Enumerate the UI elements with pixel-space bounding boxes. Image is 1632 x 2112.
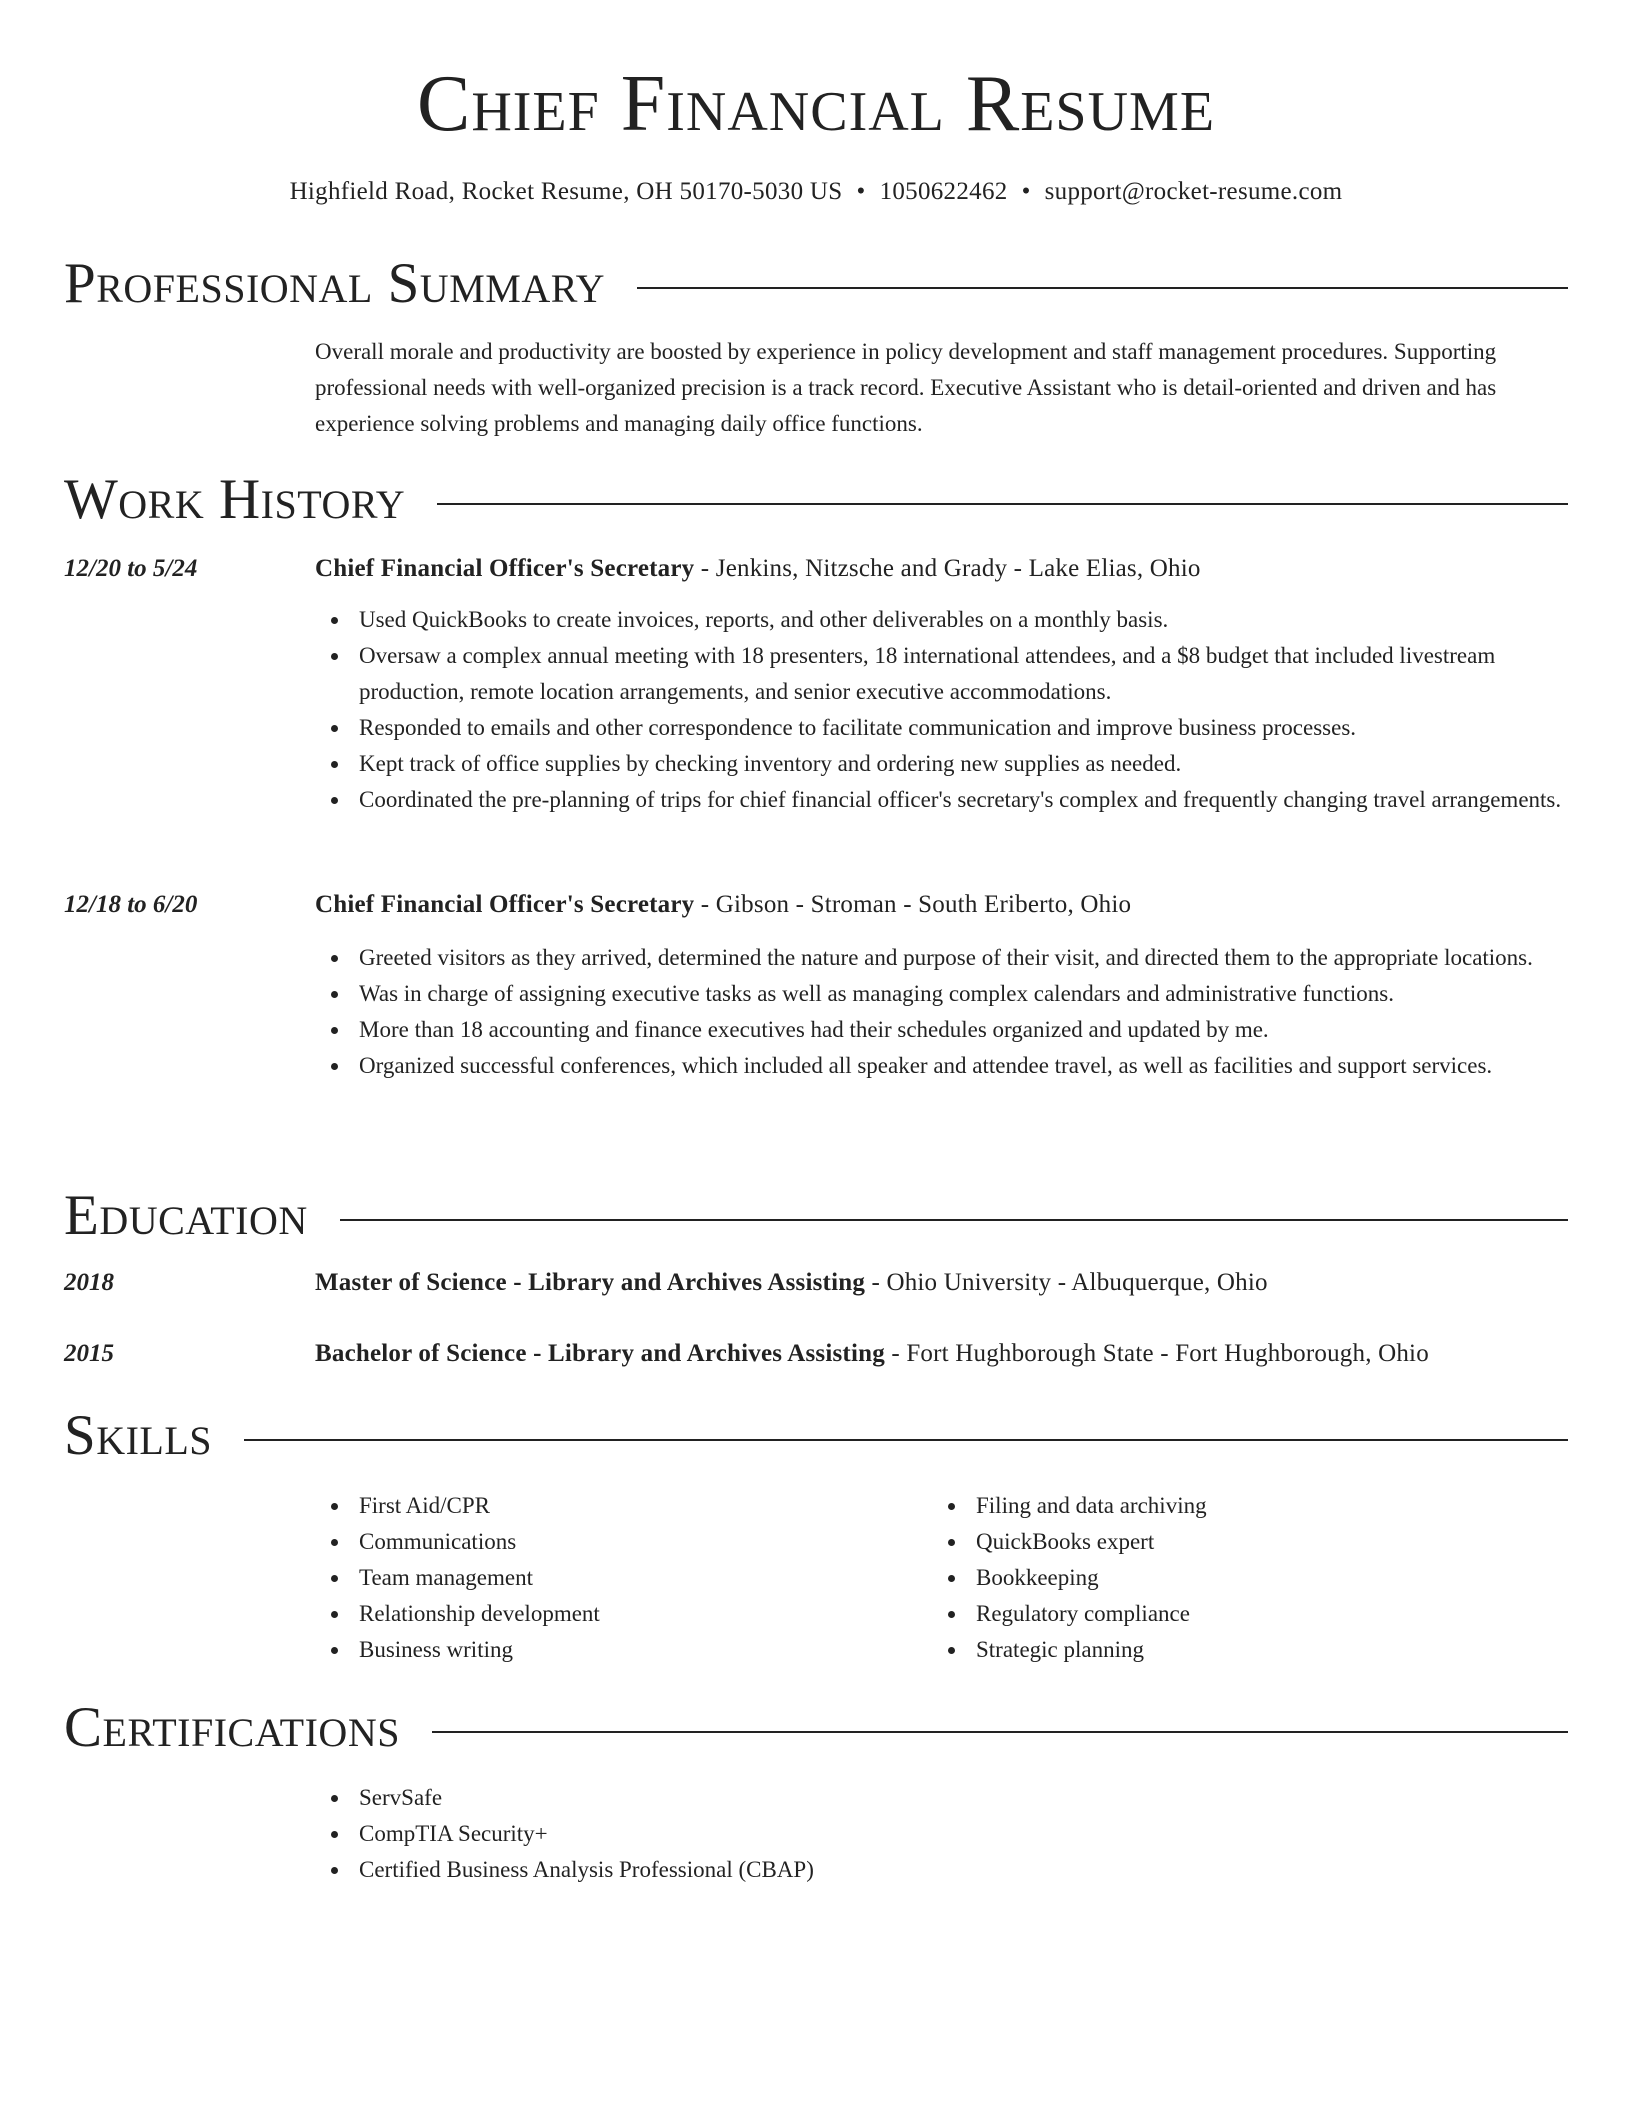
contact-line — [64, 176, 1568, 208]
list-item: ServSafe — [315, 1780, 1568, 1816]
summary-heading: Professional Summary — [64, 252, 606, 315]
work-heading: Work History — [64, 468, 406, 531]
list-item: CompTIA Security+ — [315, 1816, 1568, 1852]
list-item: QuickBooks expert — [932, 1524, 1532, 1560]
certifications-list — [315, 1780, 1568, 1888]
work-section-header — [64, 468, 1568, 532]
job-header — [315, 552, 1568, 586]
list-item: Oversaw a complex annual meeting with 18 presenters, 18 international attendees, and a $8 budget that included livestream production, remote location arrangements, and senior executive accommodations. — [315, 638, 1568, 710]
list-item: Responded to emails and other correspondence to facilitate communication and improve business processes. — [315, 710, 1568, 746]
list-item: More than 18 accounting and finance executives had their schedules organized and updated by me. — [315, 1012, 1568, 1048]
list-item: Used QuickBooks to create invoices, reports, and other deliverables on a monthly basis. — [315, 602, 1568, 638]
section-divider — [432, 1731, 1568, 1733]
job-bullets — [315, 940, 1568, 1084]
skills-heading: Skills — [64, 1404, 213, 1467]
resume-page — [64, 0, 1568, 1882]
list-item: Organized successful conferences, which included all speaker and attendee travel, as well as facilities and support services. — [315, 1048, 1568, 1084]
education-details: - Fort Hughborough State - Fort Hughborough, Ohio — [884, 1340, 1429, 1367]
list-item: Strategic planning — [932, 1632, 1532, 1668]
education-heading: Education — [64, 1184, 308, 1247]
education-line — [315, 1337, 1568, 1371]
education-section-header — [64, 1184, 1568, 1248]
certifications-heading: Certifications — [64, 1696, 400, 1759]
list-item: Regulatory compliance — [932, 1596, 1532, 1632]
list-item: Relationship development — [315, 1596, 915, 1632]
contact-email: support@rocket-resume.com — [1044, 178, 1343, 205]
section-divider — [340, 1219, 1568, 1221]
education-year: 2015 — [64, 1340, 114, 1367]
contact-address: Highfield Road, Rocket Resume, OH 50170-5030 US — [289, 178, 843, 205]
education-degree: Master of Science - Library and Archives Assisting — [315, 1269, 866, 1296]
skills-list-right — [932, 1488, 1532, 1668]
job-dates: 12/20 to 5/24 — [64, 555, 198, 582]
list-item: Filing and data archiving — [932, 1488, 1532, 1524]
job-title: Chief Financial Officer's Secretary — [315, 555, 695, 582]
list-item: First Aid/CPR — [315, 1488, 915, 1524]
summary-section-header — [64, 252, 1568, 316]
list-item: Coordinated the pre-planning of trips for chief financial officer's secretary's complex and frequently changing travel arrangements. — [315, 782, 1568, 818]
list-item: Business writing — [315, 1632, 915, 1668]
contact-separator: • — [1021, 178, 1031, 205]
list-item: Team management — [315, 1560, 915, 1596]
section-divider — [437, 503, 1568, 505]
list-item: Bookkeeping — [932, 1560, 1532, 1596]
list-item: Greeted visitors as they arrived, determined the nature and purpose of their visit, and directed them to the appropriate locations. — [315, 940, 1568, 976]
page-title: Chief Financial Resume — [416, 60, 1216, 148]
list-item: Communications — [315, 1524, 915, 1560]
list-item: Certified Business Analysis Professional (CBAP) — [315, 1852, 1568, 1888]
list-item: Kept track of office supplies by checking inventory and ordering new supplies as needed. — [315, 746, 1568, 782]
education-degree: Bachelor of Science - Library and Archives Assisting — [315, 1340, 885, 1367]
section-divider — [244, 1439, 1568, 1441]
list-item: Was in charge of assigning executive tasks as well as managing complex calendars and administrative functions. — [315, 976, 1568, 1012]
education-year: 2018 — [64, 1269, 114, 1296]
education-details: - Ohio University - Albuquerque, Ohio — [865, 1269, 1268, 1296]
job-dates: 12/18 to 6/20 — [64, 891, 198, 918]
summary-text: Overall morale and productivity are boosted by experience in policy development and staff management procedures. Supporting professional needs with well-organized precision is a track record. Executive Assistant who is detail-oriented and driven and has experience solving problems and managing daily office functions. — [315, 339, 1497, 436]
job-title: Chief Financial Officer's Secretary — [315, 891, 695, 918]
job-bullets — [315, 602, 1568, 818]
education-line — [315, 1266, 1568, 1300]
certifications-section-header — [64, 1696, 1568, 1760]
contact-phone: 1050622462 — [879, 178, 1008, 205]
job-header — [315, 888, 1568, 922]
section-divider — [637, 287, 1568, 289]
skills-list-left — [315, 1488, 915, 1668]
skills-section-header — [64, 1404, 1568, 1468]
contact-separator: • — [856, 178, 866, 205]
job-details: - Jenkins, Nitzsche and Grady - Lake Elias, Ohio — [694, 555, 1201, 582]
job-details: - Gibson - Stroman - South Eriberto, Ohio — [694, 891, 1132, 918]
